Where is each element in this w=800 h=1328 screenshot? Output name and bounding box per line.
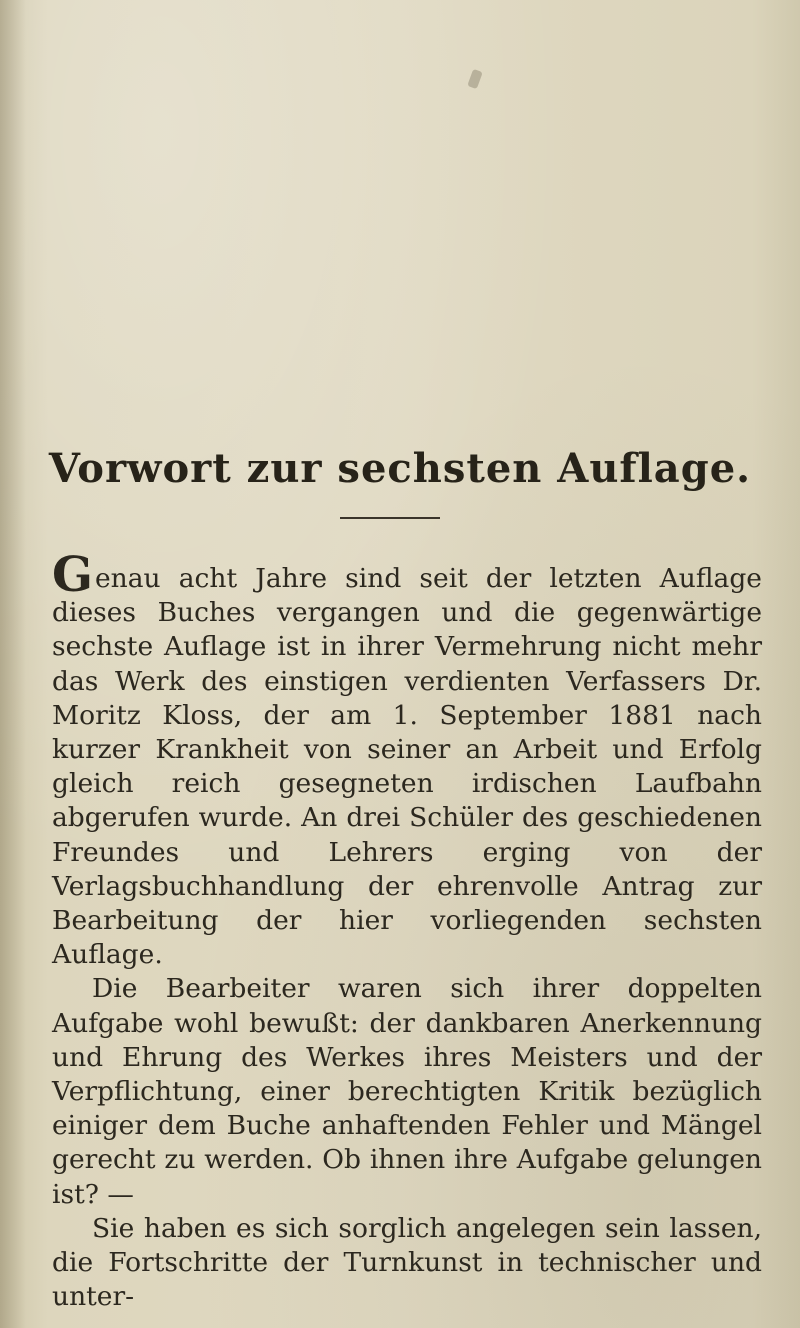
paragraph-3-text: Sie haben es sich sorglich angelegen sein lassen, die Fortschritte der Turnkunst in technischer und unter- <box>52 1212 762 1313</box>
drop-cap: G <box>52 547 93 603</box>
page-heading: Vorwort zur sechsten Auflage. <box>48 445 752 492</box>
heading-rule <box>340 517 440 519</box>
page-gutter-shadow <box>0 0 26 1328</box>
ink-smudge <box>467 69 483 89</box>
body-text <box>52 547 762 1314</box>
paragraph-2 <box>52 972 762 1211</box>
paragraph-1-text: enau acht Jahre sind seit der letzten Auflage dieses Buches vergangen und die gegenwärtige sechste Auflage ist in ihrer Vermehrung nicht mehr das Werk des einstigen verdienten Verfassers Dr. Moritz Kloss, der am 1. September 1881 nach kurzer Krankheit von seiner an Arbeit und Erfolg gleich reich gesegneten irdischen Laufbahn abgerufen wurde. An drei Schüler des geschiedenen Freundes und Lehrers erging von der Verlagsbuchhandlung der ehrenvolle Antrag zur Bearbeitung der hier vorliegenden sechsten Auflage. <box>52 563 762 971</box>
paragraph-2-text: Die Bearbeiter waren sich ihrer doppelten Aufgabe wohl bewußt: der dankbaren Anerkennung und Ehrung des Werkes ihres Meisters und der Verpflichtung, einer berechtigten Kritik bezüglich einiger dem Buche anhaftenden Fehler und Mängel gerecht zu werden. Ob ihnen ihre Aufgabe gelungen ist? — <box>52 973 762 1210</box>
paragraph-1 <box>52 547 762 972</box>
paragraph-3 <box>52 1212 762 1315</box>
